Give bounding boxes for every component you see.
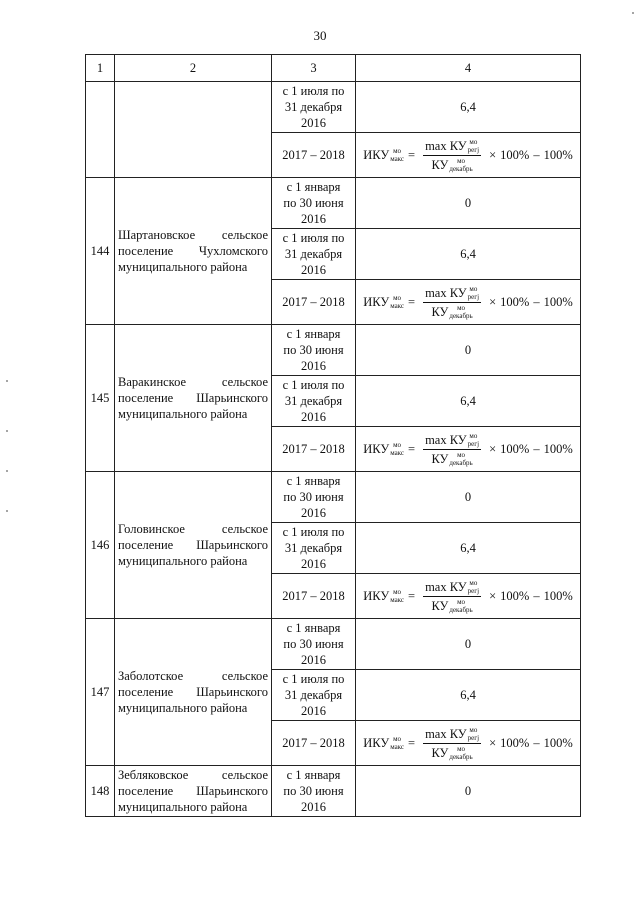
formula: ИКУ мо макс = max КУ мо регj КУ мо декабрь × 100% – 100% — [363, 578, 573, 614]
scan-artifact — [6, 380, 8, 382]
page-number: 30 — [313, 28, 327, 43]
table-row — [86, 619, 581, 670]
value-cell: 0 — [356, 766, 581, 817]
municipality-cell — [115, 178, 272, 325]
period-text — [275, 82, 352, 133]
period-cell: 2017 – 2018 — [272, 280, 356, 325]
row-number-cell: 148 — [86, 766, 115, 817]
formula-minus: – — [533, 148, 540, 162]
row-number-cell: 147 — [86, 619, 115, 766]
formula-lhs: ИКУ мо макс — [363, 147, 405, 163]
value-cell: 0 — [356, 325, 581, 376]
scan-artifact — [632, 12, 634, 14]
formula-cell — [356, 133, 581, 178]
formula-percent: 100% — [500, 148, 530, 162]
municipality-cell — [115, 619, 272, 766]
period-line: 2016 — [301, 263, 326, 277]
municipality-name-line: поселение Шарьинского — [118, 784, 268, 798]
municipality-name-line: муниципального района — [118, 701, 248, 715]
row-number-cell: 144 — [86, 178, 115, 325]
period-cell: с 1 января по 30 июня 2016 — [272, 325, 356, 376]
municipality-name-line: муниципального района — [118, 407, 248, 421]
formula-cell — [356, 280, 581, 325]
row-number-cell: 145 — [86, 325, 115, 472]
period-cell: 2017 – 2018 — [272, 574, 356, 619]
period-cell: с 1 января по 30 июня 2016 — [272, 766, 356, 817]
table-row — [86, 472, 581, 523]
period-cell: 2017 – 2018 — [272, 133, 356, 178]
municipality-cell — [115, 472, 272, 619]
formula: ИКУ мо макс = max КУ мо регj КУ мо декабрь × 100% – 100% — [363, 431, 573, 467]
municipality-name-line: поселение Шарьинского — [118, 685, 268, 699]
value-cell: 6,4 — [356, 523, 581, 574]
formula: ИКУ мо макс = max КУ мо регj КУ мо декабрь × 100% – 100% — [363, 725, 573, 761]
municipality-name-line: Заболотское сельское — [118, 669, 268, 683]
period-line: с 1 июля по — [282, 231, 345, 245]
municipality-cell — [115, 82, 272, 178]
municipality-cell — [115, 325, 272, 472]
municipality-name-line: Зебляковское сельское — [118, 768, 268, 782]
table-row — [86, 766, 581, 817]
period-cell: с 1 января по 30 июня 2016 — [272, 619, 356, 670]
table-row — [86, 325, 581, 376]
formula-fraction: max КУ мо регj КУ мо декабрь — [425, 137, 480, 173]
tariff-table — [85, 54, 581, 817]
table-row — [86, 82, 581, 133]
period-cell: с 1 января по 30 июня 2016 — [272, 472, 356, 523]
municipality-name-line: муниципального района — [118, 554, 248, 568]
row-number-cell: 146 — [86, 472, 115, 619]
value-cell: 0 — [356, 619, 581, 670]
period-cell: с 1 июля по 31 декабря 2016 — [272, 670, 356, 721]
value-cell: 0 — [356, 178, 581, 229]
municipality-name-line: муниципального района — [118, 260, 248, 274]
period-cell: 2017 – 2018 — [272, 721, 356, 766]
value-cell: 6,4 — [356, 376, 581, 427]
formula-cell — [356, 574, 581, 619]
municipality-cell — [115, 766, 272, 817]
municipality-name-line: поселение Шарьинского — [118, 391, 268, 405]
period-cell: с 1 июля по 31 декабря 2016 — [272, 376, 356, 427]
period-cell: с 1 июля по 31 декабря 2016 — [272, 523, 356, 574]
value-cell: 6,4 — [356, 82, 581, 133]
row-number-cell — [86, 82, 115, 178]
scan-artifact — [6, 430, 8, 432]
table-header-row — [86, 55, 581, 82]
period-line: 2016 — [301, 212, 326, 226]
period-line: с 1 июля по — [282, 83, 345, 98]
scan-artifact — [6, 470, 8, 472]
municipality-name-line: Варакинское сельское — [118, 375, 268, 389]
period-line: 2016 — [301, 115, 326, 130]
period-cell — [272, 178, 356, 229]
formula-equals: = — [408, 148, 416, 162]
formula-percent: 100% — [543, 148, 573, 162]
period-cell — [272, 82, 356, 133]
header-col-4: 4 — [356, 55, 581, 82]
formula-cell — [356, 721, 581, 766]
period-line: с 1 января — [286, 180, 341, 194]
municipality-name-line: муниципального района — [118, 800, 248, 814]
formula-cell — [356, 427, 581, 472]
header-col-1: 1 — [86, 55, 115, 82]
header-col-2: 2 — [115, 55, 272, 82]
value-cell: 6,4 — [356, 670, 581, 721]
header-col-3: 3 — [272, 55, 356, 82]
period-line: 31 декабря — [284, 99, 343, 114]
scan-artifact — [6, 510, 8, 512]
table-row — [86, 178, 581, 229]
municipality-name-line: Головинское сельское — [118, 522, 268, 536]
municipality-name-line: поселение Шарьинского — [118, 538, 268, 552]
period-cell — [272, 229, 356, 280]
period-cell: 2017 – 2018 — [272, 427, 356, 472]
formula — [359, 138, 577, 173]
value-cell: 0 — [356, 472, 581, 523]
municipality-name-line: поселение Чухломского — [118, 244, 268, 258]
period-line: 31 декабря — [284, 247, 343, 261]
formula: ИКУ мо макс = max КУ мо регj КУ мо декабрь × 100% – 100% — [363, 284, 573, 320]
value-cell: 6,4 — [356, 229, 581, 280]
formula-times: × — [489, 148, 497, 162]
municipality-name-line: Шартановское сельское — [118, 228, 268, 242]
period-line: по 30 июня — [283, 196, 344, 210]
